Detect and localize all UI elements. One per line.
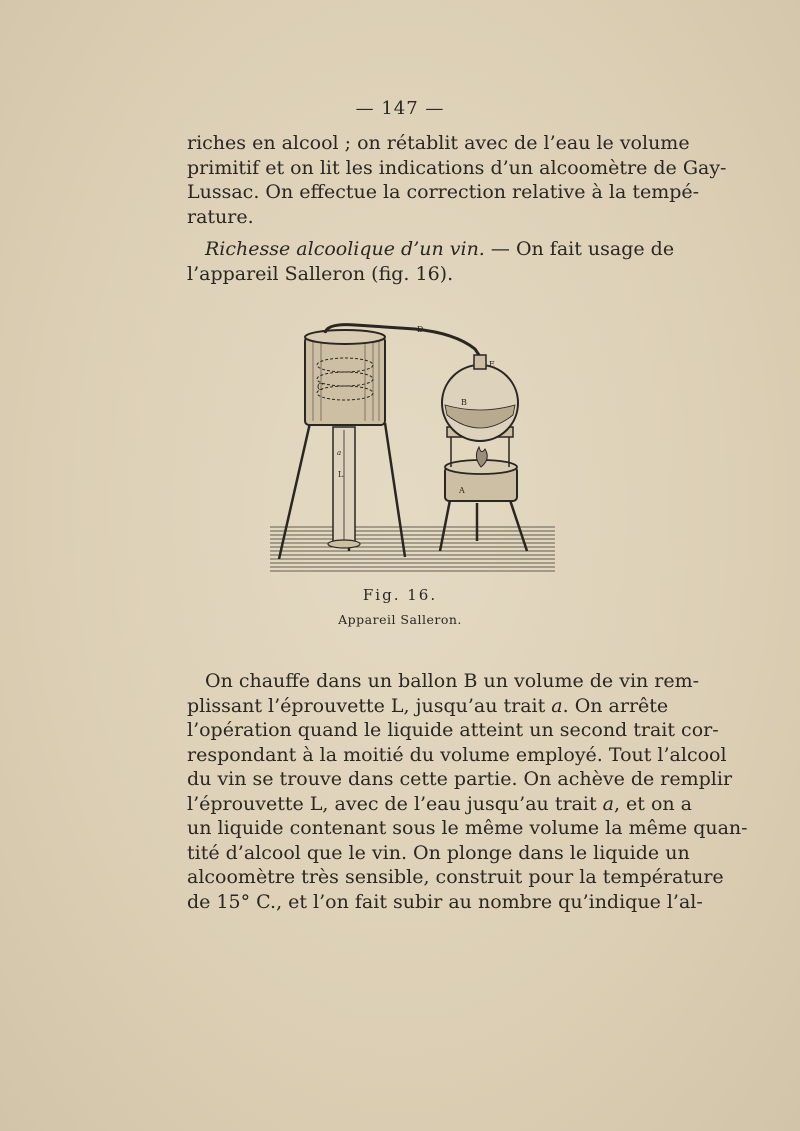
text-line: rature.: [187, 205, 254, 228]
text-line: riches en alcool ; on rétablit avec de l’eau le volume: [187, 132, 690, 154]
paragraph-3: [187, 669, 748, 914]
text-fragment: . On arrête: [562, 694, 669, 717]
text-line: alcoomètre très sensible, construit pour la température: [187, 866, 724, 888]
figure-number: Fig. 16.: [362, 586, 438, 604]
label-c: C: [317, 383, 324, 393]
label-b: B: [461, 398, 467, 407]
text-line: [187, 792, 692, 817]
text-line: [187, 694, 669, 719]
figure-caption: Appareil Salleron.: [338, 612, 462, 627]
label-d: D: [417, 325, 424, 334]
text-fragment: , et on a: [613, 792, 692, 815]
text-fragment: l’éprouvette L, avec de l’eau jusqu’au trait: [187, 792, 603, 815]
text-line: du vin se trouve dans cette partie. On achève de remplir: [187, 768, 733, 790]
text-line: de 15° C., et l’on fait subir au nombre qu’indique l’al-: [187, 890, 703, 913]
mark-a: a: [551, 694, 563, 717]
label-e: E: [489, 360, 495, 369]
salleron-apparatus-illustration: [265, 315, 560, 580]
text-line: l’opération quand le liquide atteint un second trait cor-: [187, 719, 719, 741]
label-l: L: [338, 470, 344, 479]
section-title: Richesse alcoolique d’un vin.: [205, 238, 485, 260]
text-fragment: — On fait usage de: [484, 238, 675, 260]
text-line: primitif et on lit les indications d’un alcoomètre de Gay-: [187, 156, 727, 179]
text-line: un liquide contenant sous le même volume la même quan-: [187, 817, 748, 839]
text-line: [187, 237, 675, 262]
paragraph-2: [187, 237, 675, 286]
label-f: a: [337, 449, 342, 457]
mark-a: a: [602, 792, 614, 815]
text-line: respondant à la moitié du volume employé. Tout l’alcool: [187, 743, 727, 766]
text-line: On chauffe dans un ballon B un volume de vin rem-: [205, 670, 700, 692]
text-fragment: plissant l’éprouvette L, jusqu’au trait: [187, 694, 552, 717]
text-line: tité d’alcool que le vin. On plonge dans le liquide un: [187, 841, 690, 864]
text-line: l’appareil Salleron (fig. 16).: [187, 262, 454, 285]
paragraph-1: [187, 131, 727, 229]
label-a: A: [459, 486, 465, 495]
page-number: — 147 —: [355, 98, 445, 119]
text-line: Lussac. On effectue la correction relative à la tempé-: [187, 181, 700, 203]
